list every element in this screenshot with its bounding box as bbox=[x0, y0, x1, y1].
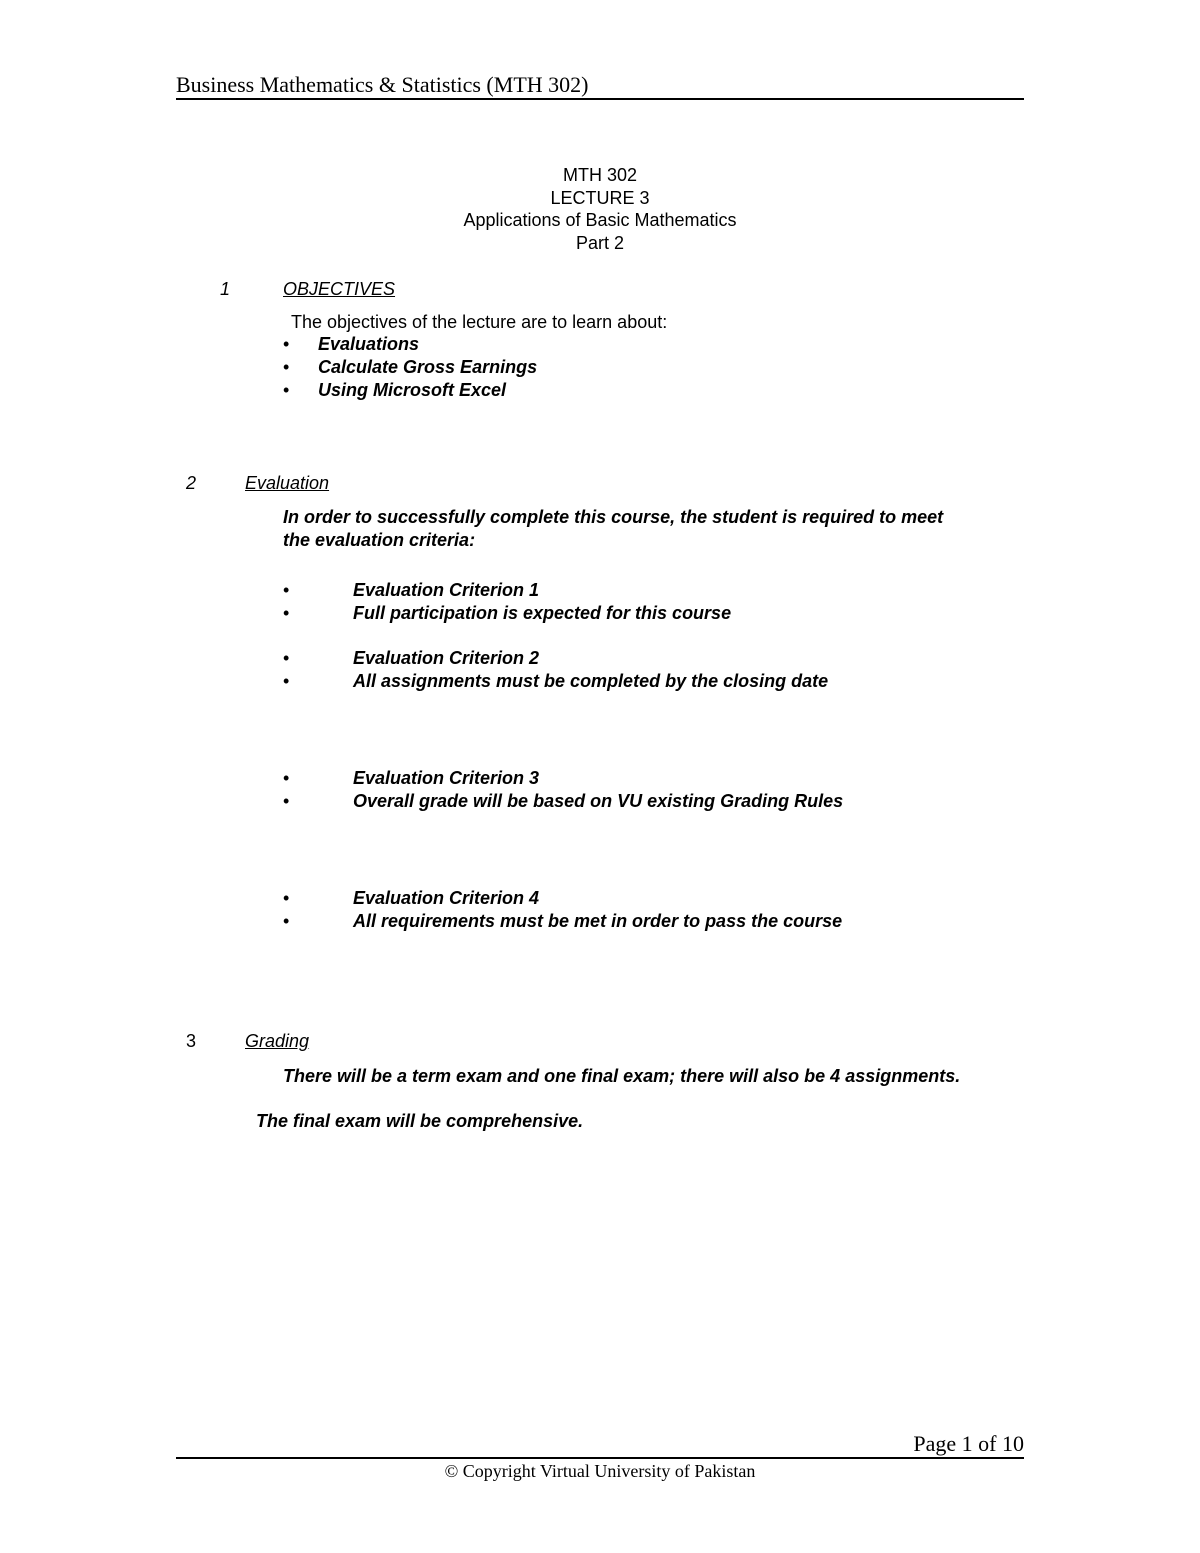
lecture-subject: Applications of Basic Mathematics bbox=[463, 210, 737, 230]
criterion-name: Evaluation Criterion 4 bbox=[353, 888, 540, 908]
objective-item: Evaluations bbox=[318, 334, 420, 354]
objectives-intro: The objectives of the lecture are to learn about: bbox=[291, 312, 668, 332]
objective-item: Calculate Gross Earnings bbox=[318, 357, 538, 377]
bullet-icon: • bbox=[283, 580, 290, 600]
bullet-icon: • bbox=[283, 911, 290, 931]
page-number: Page 1 of 10 bbox=[913, 1431, 1024, 1456]
section-number-objectives: 1 bbox=[220, 279, 231, 299]
bullet-icon: • bbox=[283, 888, 290, 908]
objective-item: Using Microsoft Excel bbox=[318, 380, 507, 400]
bullet-icon: • bbox=[283, 768, 290, 788]
section-number-evaluation: 2 bbox=[186, 473, 197, 493]
grading-line1: There will be a term exam and one final exam; there will also be 4 assignments. bbox=[283, 1066, 961, 1086]
criterion-desc: Full participation is expected for this course bbox=[353, 603, 732, 623]
section-title-objectives: OBJECTIVES bbox=[283, 279, 396, 299]
section-number-grading: 3 bbox=[186, 1031, 197, 1051]
footer-rule bbox=[176, 1457, 1024, 1459]
bullet-icon: • bbox=[283, 648, 290, 668]
running-header: Business Mathematics & Statistics (MTH 302) bbox=[176, 72, 589, 97]
bullet-icon: • bbox=[283, 671, 290, 691]
evaluation-intro-line1: In order to successfully complete this course, the student is required to meet bbox=[283, 507, 944, 527]
bullet-icon: • bbox=[283, 380, 290, 400]
criterion-name: Evaluation Criterion 1 bbox=[353, 580, 540, 600]
lecture-number: LECTURE 3 bbox=[550, 188, 650, 208]
copyright: © Copyright Virtual University of Pakistan bbox=[444, 1461, 756, 1481]
header-rule bbox=[176, 98, 1024, 100]
section-title-evaluation: Evaluation bbox=[245, 473, 330, 493]
bullet-icon: • bbox=[283, 603, 290, 623]
criterion-name: Evaluation Criterion 3 bbox=[353, 768, 540, 788]
criterion-name: Evaluation Criterion 2 bbox=[353, 648, 540, 668]
course-code: MTH 302 bbox=[562, 165, 638, 185]
criterion-desc: All assignments must be completed by the closing date bbox=[353, 671, 829, 691]
evaluation-intro-line2: the evaluation criteria: bbox=[283, 530, 476, 550]
criterion-desc: All requirements must be met in order to pass the course bbox=[353, 911, 843, 931]
bullet-icon: • bbox=[283, 357, 290, 377]
section-title-grading: Grading bbox=[245, 1031, 310, 1051]
grading-line2: The final exam will be comprehensive. bbox=[256, 1111, 584, 1131]
criterion-desc: Overall grade will be based on VU existing Grading Rules bbox=[353, 791, 844, 811]
bullet-icon: • bbox=[283, 334, 290, 354]
bullet-icon: • bbox=[283, 791, 290, 811]
lecture-part: Part 2 bbox=[575, 233, 625, 253]
